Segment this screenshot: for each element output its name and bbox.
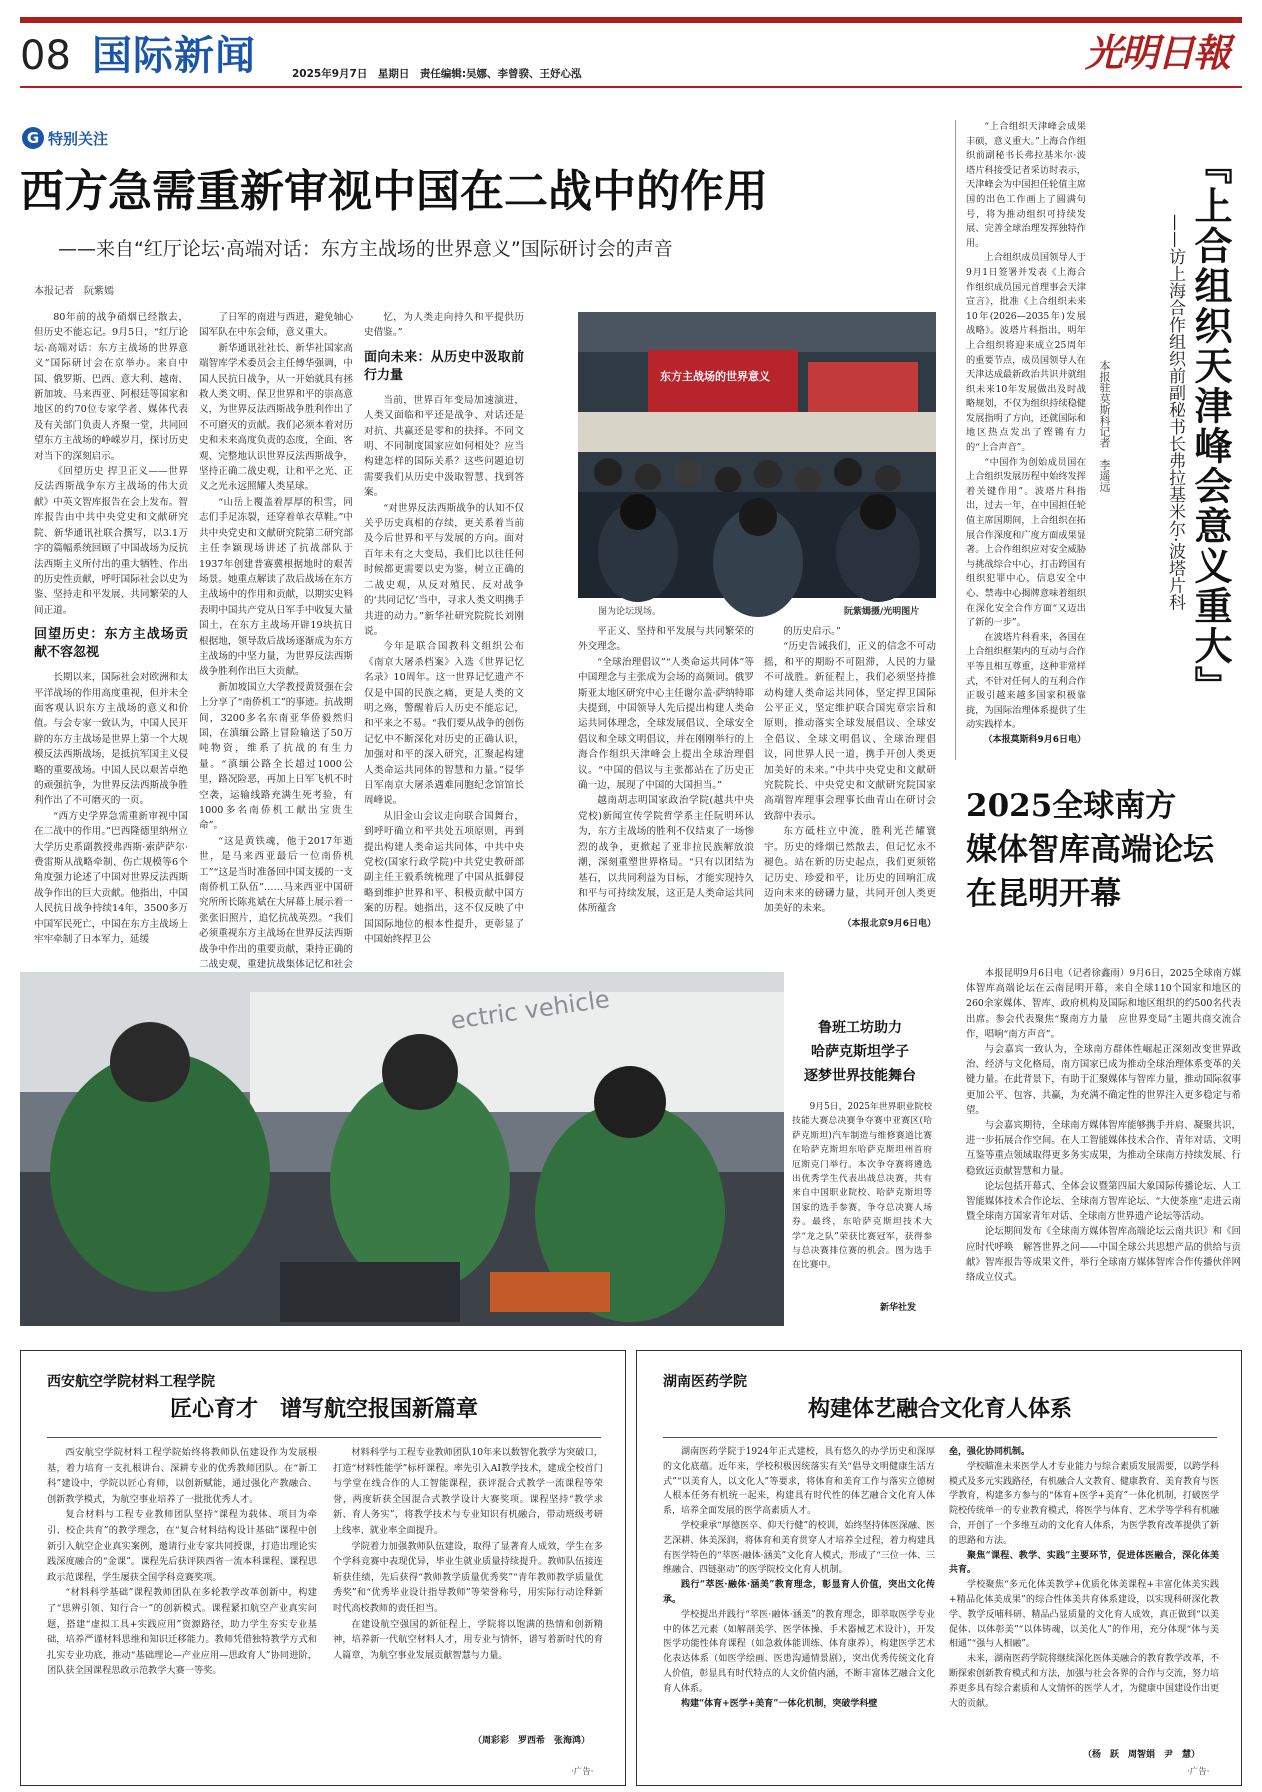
paragraph: 西安航空学院材料工程学院始终将教师队伍建设作为发展根基，着力培育一支扎根讲台、深耕专业的优秀教师团队。在“新工科”建设中，学院以匠心育师，以创新赋能，通过强化产教融合、创新教学模式，为航空事业培养了一批批优秀人才。 [47,1447,317,1505]
bold-paragraph: 聚焦“课程、教学、实践”主要环节，促进体医融合，深化体美共育。 [949,1550,1219,1576]
sco-article-body [966,120,1086,752]
paragraph: “这是黄铁魂，他于2017年逝世，是马来西亚最后一位南侨机工”“这是当时准备回中国支援的一支南侨机工队伍”……马来西亚中国研究所所长陈兆斌在大屏幕上展示着一张张旧照片，追忆抗战英烈。“我们必须重视东方主战场在世界反法西斯战争中作出的重要贡献，秉持正确的二战史观，重建抗战集体记忆和社会 [199,835,353,971]
g-badge-icon: G [22,127,44,149]
paragraph: 复合材料与工程专业教师团队坚持“课程为载体、项目为牵引、校企共育”的教学理念，在“复合材料结构设计基础”课程中创新引入航空企业真实案例，邀请行业专家共同授课，打造出理论实践深度融合的“金课”。课程先后获评陕西省一流本科课程、课程思政示范课程，学生屡获全国学科竞赛奖项。 [47,1509,317,1583]
ad-right-col-1 [663,1445,935,1765]
photo-banner-text: ectric vehicle [448,984,612,1036]
ad-left-box [20,1350,626,1786]
paragraph: 东方砥柱立中流，胜利光芒耀寰宇。历史的烽烟已然散去，但记忆永不褪色。站在新的历史起点，我们更须铭记历史、珍爱和平，让历史的回响汇成迈向未来的磅礴力量，共同开创人类更加美好的未来。 [764,826,936,915]
paragraph: “山岳上覆盖着厚厚的积雪，同志们手足冻裂，还穿着单衣草鞋。”中共中央党史和文献研究院第二研究部主任李颖现场讲述了抗战部队于1937年创建普赛冀根据地时的艰苦场景。她重点解读了敌后战场在东方主战场中的作用和贡献，以期实史料表明中国共产党从日军手中收复大量国土，在东方主战场开辟19块抗日根据地，领导敌后战场逐渐成为东方主战场的中坚力量，为世界反法西斯战争胜利作出巨大贡献。 [199,496,353,678]
header-top-rule [20,17,1242,23]
headline-line: 哈萨克斯坦学子 [811,1044,909,1060]
paragraph: 今年是联合国教科文组织公布《南京大屠杀档案》入选《世界记忆名录》10周年。这一世界记忆遗产不仅是中国的民族之痛，更是人类的文明之殇，警醒着后人历史不能忘记，和平来之不易。“我们要从战争的创伤记忆中不断深化对历史的正确认识，加强对和平的深入研究，汇聚起构建人类命运共同体的智慧和力量。”侵华日军南京大屠杀遇难同胞纪念馆馆长周峰说。 [364,641,524,807]
luban-credit: 新华社发 [880,1303,917,1313]
article-col-5 [764,624,936,970]
paragraph: 长期以来，国际社会对欧洲和太平洋战场的作用高度重视，但并未全面客观认识东方主战场的意义和价值。与会专家一致认为，中国人民开辟的东方主战场是世界上第一个大规模反法西斯战场，是抵抗军国主义侵略的重要战场。中国人民以艰苦卓绝的顽强抗争，为世界反法西斯战争胜利作出了不可磨灭的一页。 [34,672,188,807]
ad-right-authors: （杨 跃 周智娟 尹 慧） [1083,1750,1201,1760]
paragraph: 的历史启示。” [783,626,841,637]
paragraph: 从旧金山会议走向联合国舞台，到呼吁确立和平共处五项原则，再到提出构建人类命运共同体，中共中央党校(国家行政学院)中共党史教研部副主任王毅系统梳理了中国从抵御侵略到维护世界和平、积极贡献中国方案的历程。她指出，这不仅反映了中国国际地位的根本性提升，更彰显了中国始终捍卫公 [364,810,524,946]
byline: 本报记者 阮紫嫣 [34,286,114,297]
photo-caption: 图为论坛现场。 [598,607,662,617]
paragraph: “历史告诫我们，正义的信念不可动摇，和平的期盼不可阻滞，人民的力量不可战胜。新征程上，我们必须坚持推动构建人类命运共同体，坚定捍卫国际公平正义，坚定维护联合国宪章宗旨和原则，推动落实全球发展倡议、全球安全倡议、全球文明倡议、全球治理倡议，同世界人民一道，携手开创人类更加美好的未来。”中共中央党史和文献研究院院长、中央党史和文献研究院国家高端智库理事会理事长曲青山在研讨会致辞中表示。 [764,641,936,822]
article-col-4 [578,624,754,970]
subheadline: ——来自“红厅论坛·高端对话：东方主战场的世界意义”国际研讨会的声音 [58,238,673,260]
paragraph: 80年前的战争硝烟已经散去，但历史不能忘记。9月5日，“红厅论坛·高端对话：东方主战场的世界意义”国际研讨会在京举办。来自中国、俄罗斯、巴西、意大利、越南、新加坡、马来西亚、阿根廷等国家和地区的约70位专家学者、媒体代表及有关部门负责人齐聚一堂，共同回望东方主战场的峥嵘岁月，探讨历史对当下的深刻启示。 [34,312,188,462]
paragraph: 上合组织成员国领导人于9月1日签署并发表《上海合作组织成员国元首理事会天津宣言》，批准《上合组织未来10年(2026—2035年)发展战略》。波塔片科指出，明年上合组织将迎来成立25周年的重要节点，成员国领导人在天津达成最新政治共识并就组织未来10年发展做出及时战略规划，不仅为组织持续稳健发展指明了方向，还就国际和地区热点发出了铿锵有力的“上合声音”。 [966,252,1086,454]
dateline: （本报莫斯科9月6日电） [983,734,1086,745]
kunming-article-body [966,966,1241,1326]
ad-left-rule [47,1437,601,1438]
conference-photo-art [578,312,936,598]
ad-left-authors: （周彩彩 罗西希 张海鸿） [473,1736,591,1746]
luban-headline [790,1016,930,1088]
headline-line: 在昆明开幕 [966,876,1121,912]
ad-left-adtag: ·广告· [571,1767,594,1777]
paragraph: 与会嘉宾期待，全球南方媒体智库能够携手并肩、凝聚共识，进一步拓展合作空间。在人工智能媒体技术合作、青年对话、文明互鉴等重点领域取得更多务实成果，为推动全球南方持续发展、行稳致远贡献智慧和力量。 [966,1120,1241,1177]
paragraph: 当前，世界百年变局加速演进，人类又面临和平还是战争、对话还是对抗、共赢还是零和的抉择。不同文明、不同制度国家应如何相处？应当构建怎样的国际关系？这些问题迫切需要我们从历史中汲取智慧、找到答案。 [364,394,524,499]
section-heading: 回望历史：东方主战场贡献不容忽视 [34,627,188,661]
paragraph: 论坛包括开幕式、全体会议暨第四届大象国际传播论坛、人工智能媒体技术合作论坛、全球南方智库论坛、“大使茶座”走进云南暨全球南方国家青年对话、全球南方世界遗产论坛等活动。 [966,1180,1241,1223]
paragraph: 新华通讯社社长、新华社国家高端智库学术委员会主任傅华强调，中国人民抗日战争，从一开始就具有拯救人类文明、保卫世界和平的崇高意义，为世界反法西斯战争胜利作出了不可磨灭的贡献。我们必须本着对历史和未来高度负责的态度，全面、客观、完整地认识世界反法西斯战争，坚持正确二战史观，让和平之光、正义之光永远照耀人类星球。 [199,342,353,493]
ad-left-title: 匠心育才 谱写航空报国新篇章 [169,1396,478,1422]
ad-left-col-1 [47,1445,317,1745]
bold-paragraph: 构建“体育+医学+美育”一体化机制，突破学科壁 [681,1698,878,1709]
section-heading: 面向未来：从历史中汲取前行力量 [364,349,524,383]
article-col-1 [34,310,188,970]
headline-line: 鲁班工坊助力 [818,1020,902,1036]
sco-byline: 本报驻莫斯科记者 李遥远 [1098,360,1111,492]
ad-right-box [636,1350,1242,1786]
section-title: 国际新闻 [92,33,256,79]
paragraph: 材料科学与工程专业教师团队10年来以数智化教学为突破口，打造“材料性能学”标杆课程。率先引入AI教学技术，建成全校首门与学堂在线合作的人工智能课程，获评混合式教学一流课程等荣誉，两度斩获全国混合式教学设计大赛奖项。课程坚持“教学求新、育人务实”，将教学技术与专业知识有机融合，带动班级考研上线率、就业率全面提升。 [333,1447,603,1536]
headline: 西方急需重新审视中国在二战中的作用 [20,166,768,217]
ad-right-col-2 [949,1445,1219,1735]
ad-right-org: 湖南医药学院 [663,1374,747,1390]
luban-photo-art [20,972,784,1326]
paragraph: 《回望历史 捍卫正义——世界反法西斯战争东方主战场的伟大贡献》中英文智库报告在会上发布。智库报告由中共中央党史和文献研究院、新华通讯社联合撰写，以3.1万字的篇幅系统回顾了中国战场为反抗法西斯主义所付出的重大牺牲、作出的历史性贡献，呼吁国际社会以史为鉴、坚持走和平发展、共同繁荣的人间正道。 [34,466,188,616]
bold-paragraph: 践行“萃医·融体·涵美”教育理念，彰显育人价值，突出文化传承。 [663,1580,935,1605]
luban-photo [20,972,784,1326]
paragraph: 新加坡国立大学教授黄贤强在会上分享了“南侨机工”的事迹。抗战期间，3200多名东南亚华侨毅然归国，在滇缅公路上冒险输送了50万吨物资，维系了抗战的有生力量。“滇缅公路全长超过1000公里，路况险恶，再加上日军飞机不时空袭，运输线路充满生死考验，有1000多名南侨机工献出宝贵生命”。 [199,681,353,832]
special-tag [22,127,108,149]
kunming-headline [966,784,1236,916]
paragraph: 学校提出并践行“萃医·融体·涵美”的教育理念，即萃取医学专业中的体艺元素（如解剖美学、医学体操、手术器械艺术设计），开发医学功能性体育课程（如急救体能训练、体育康养），构建医学艺术化表达体系（如医学绘画、医患沟通情景剧），突出优秀传统文化育人价值，彰显具有时代特点的人文价值内涵，不断丰富体艺融合文化育人体系。 [663,1609,935,1694]
paragraph: 越南胡志明国家政治学院(越共中央党校)新闻宣传学院哲学系主任阮明环认为，东方主战场的胜利不仅结束了一场惨烈的战争，更掀起了亚非拉民族解放浪潮，深刻重塑世界格局。“只有以团结为基石，以共同利益为目标，才能实现持久和平与可持续发展，这正是人类命运共同体所蕴含 [578,795,754,915]
dateline: （本报北京9月6日电） [842,918,936,929]
paragraph: 学校秉承“厚德医卒、仰天行健”的校训，始终坚持体医深融、医艺深耕、体美深润，将体育和美育贯穿人才培养全过程，着力构建具有医学特色的“萃医·融体·涵美”文化育人模式，形成了“三位一体、三维融合、四链驱动”的医学院校文化育人机制。 [663,1520,935,1576]
ad-left-col-2 [333,1445,603,1715]
paragraph: “中国作为创始成员国在上合组织发展历程中始终发挥着关键作用”。波塔片科指出，过去一年，在中国担任轮值主席国期间，上合组织在拓展合作深度和广度方面成果显著。上合作组织应对安全威胁与挑战综合中心，打击跨国有组织犯罪中心，信息安全中心、禁毒中心揭牌意味着组织在深化安全合作方面“又迈出了新的一步”。 [966,456,1086,629]
headline-line: 2025全球南方 [966,788,1177,824]
paragraph: 平正义、坚持和平发展与共同繁荣的外交理念。 [578,626,754,653]
paragraph: “西方史学界急需重新审视中国在二战中的作用。”巴西隆德里纳州立大学历史系副教授弗西斯·索萨萨尔·费雷斯从战略牵制、伤亡规模等6个角度强力论述了中国对世界反法西斯战争作出的巨大贡献。他指出，中国人民抗日战争持续14年，3500多万中国军民死亡，中国在东方主战场上牢牢牵制了日本军力，延缓 [34,810,188,946]
paragraph: 论坛期间发布《全球南方媒体智库高端论坛云南共识》和《回应时代呼唤 解答世界之问——中国全球公共思想产品的供给与贡献》智库报告等成果文件，举行全球南方媒体智库合作传播伙伴网络成立仪式。 [966,1226,1241,1284]
sidebar-divider [955,120,956,760]
paragraph: 学校聚焦“多元化体美教学+优质化体美课程+丰富化体美实践+精品化体美成果”的综合性体美共育体系建设，以实现科研深化教学、教学反哺科研、精品凸显质量的文化育人成效，真正做到“以美促体、以体彰美”“以体铸魂，以美化人”的作用，充分体现“体与美相通”“强与人相融”。 [949,1580,1219,1650]
sco-subtitle: ——访上海合作组织前副秘书长弗拉基米尔·波塔片科 [1165,214,1185,611]
header-meta: 2025年9月7日 星期日 责任编辑:吴娜、李曾骙、王妤心泓 [292,68,582,80]
paragraph: “对世界反法西斯战争的认知不仅关乎历史真相的存续，更关系着当前及今后世界和平与发展的方向。面对百年未有之大变局，我们比以往任何时候都更需要以史为鉴，树立正确的二战史观，从反对殖民、反对战争的‘共同记忆’当中，寻求人类文明携手共进的动力。”新华社研究院院长刘刚说。 [364,502,524,637]
headline-line: 逐梦世界技能舞台 [804,1068,916,1084]
ad-right-rule [663,1437,1217,1438]
paragraph: “材料科学基础”课程教师团队在多轮教学改革创新中，构建了“思辨引领、知行合一”的创新模式。课程紧扣航空产业真实问题，搭建“虚拟工具+实践应用”资源路径，助力学生夯实专业基础，培养严谨材料思维和知识迁移能力。教师凭借独特教学方式和扎实专业功底，推动“基础理论—产业应用—思政育人”协同进阶，团队获全国课程思政示范教学大赛一等奖。 [47,1587,317,1677]
ad-right-adtag: ·广告· [1187,1767,1210,1777]
paragraph: 学校瞄准未来医学人才专业能力与综合素质发展需要，以跨学科模式及多元实践路径，有机融合人文教育、健康教育、美育教育与医学教育，构建多方参与的“体育+医学+美育”一体化机制，打破医学院校传统单一的专业教育模式，将医学与体育、艺术学等学科有机融合，开创了一个多维互动的文化育人体系，为医学教育改革提供了新的思路和方法。 [949,1461,1220,1546]
article-col-2 [199,310,353,970]
paragraph: “全球治理倡议”“人类命运共同体”等中国理念与主张成为会场的高频词。俄罗斯亚太地区研究中心主任谢尔盖·萨纳特耶夫提到，中国领导人先后提出构建人类命运共同体理念，全球发展倡议、全球安全倡议和全球文明倡议，并在刚刚举行的上海合作组织天津峰会上提出全球治理倡议。“中国的倡议与主张都站在了历史正确一边，展现了中国的大国担当。” [578,656,754,792]
paragraph: 本报昆明9月6日电（记者徐鑫雨）9月6日，2025全球南方媒体智库高端论坛在云南昆明开幕，来自全球110个国家和地区的260余家媒体、智库、政府机构及国际和地区组织的约500名代表出席。参会代表聚焦“聚南方力量 应世界变局”主题共商交流合作，唱响“南方声音”。 [966,968,1241,1040]
headline-line: 媒体智库高端论坛 [966,832,1214,868]
special-tag-label: 特别关注 [48,129,109,148]
paragraph: 在波塔片科看来，各国在上合组织框架内的互动与合作平等且相互尊重，这种非常样式，不针对任何人的互利合作正吸引越来越多国家积极靠拢，为国际治理体系提供了生动实践样本。 [966,631,1086,731]
article-col-3 [364,310,524,970]
paragraph: 忆，为人类走向持久和平提供历史借鉴。” [364,312,524,339]
ad-left-org: 西安航空学院材料工程学院 [47,1374,215,1390]
sco-headline: 『上合组织天津峰会意义重大』 [1188,146,1233,706]
photo-credit: 阮紫嫣摄/光明图片 [844,607,920,617]
paragraph: 在建设航空强国的新征程上，学院将以饱满的热情和创新精神，培养新一代航空材料人才，用专业与情怀，谱写着新时代的育人篇章，为航空事业发展贡献智慧与力量。 [333,1618,603,1661]
conference-photo [578,312,936,598]
ad-right-title: 构建体艺融合文化育人体系 [807,1396,1072,1422]
paragraph: 了日军的南进与西进，避免轴心国军队在中东会师，意义重大。 [199,312,353,339]
paragraph: 学院着力加强教师队伍建设，取得了显著育人成效，学生在多个学科竞赛中表现优异，毕业生就业质量持续提升。教师队伍接连斩获佳绩，先后获得“教师教学质量优秀奖”“青年教师教学质量优秀奖”和“优秀毕业设计指导教师”等荣誉称号，用实际行动诠释新时代高校教师的责任担当。 [333,1540,603,1614]
paragraph: “上合组织天津峰会成果丰硕，意义重大。”上海合作组织前副秘书长弗拉基米尔·波塔片科接受记者采访时表示，天津峰会为中国担任轮值主席国的出色工作画上了圆满句号，将为推动组织可持续发展、完善全球治理发挥独特作用。 [966,121,1086,249]
screen-text: 东方主战场的世界意义 [660,370,770,383]
header-bottom-rule [20,86,1242,88]
paragraph: 湖南医药学院于1924年正式建校，具有悠久的办学历史和深厚的文化底蕴。近年来，学校积极因统落实有关“倡导文明健康生活方式”“以美育人，以文化人”等要求，将体育和美育工作与落实立德树人根本任务有机统一起来，构建具有时代性的体艺融合文化育人体系，培养全面发展的医学高素质人才。 [663,1447,935,1517]
bold-paragraph: 垒，强化协同机制。 [949,1447,1031,1457]
newspaper-logo: 光明日報 [1085,30,1230,75]
luban-caption: 9月5日，2025年世界职业院校技能大赛总决赛争夺赛中亚赛区(哈萨克斯坦)汽车制造与维修赛道比赛在哈萨克斯坦东哈萨克斯坦州首府厄斯克门举行。本次争夺赛将遴选出优秀学生代表出战总决赛，共有来自中国职业院校、哈萨克斯坦等国家的选手参赛，争夺总决赛人场券。最终，东哈萨克斯坦技术大学“龙之队”荣获比赛冠军，获得参与总决赛排位赛的机会。图为选手在比赛中。 [792,1102,932,1271]
paragraph: 与会嘉宾一致认为，全球南方群体性崛起正深刻改变世界政治、经济与文化格局，南方国家已成为推动全球治理体系变革的关键力量。在此背景下，有助于汇聚媒体与智库力量，推动国际叙事更加公平、包容、共赢，为充满不确定性的世界注入更多稳定与希望。 [966,1044,1241,1116]
page-number: 08 [20,33,71,79]
paragraph: 未来，湖南医药学院将继续深化医体美融合的教育教学改革，不断探索创新教育模式和方法，加强与社会各界的合作与交流，努力培养更多具有综合素质和人文情怀的医学人才，为健康中国建设作出更大的贡献。 [949,1654,1220,1709]
